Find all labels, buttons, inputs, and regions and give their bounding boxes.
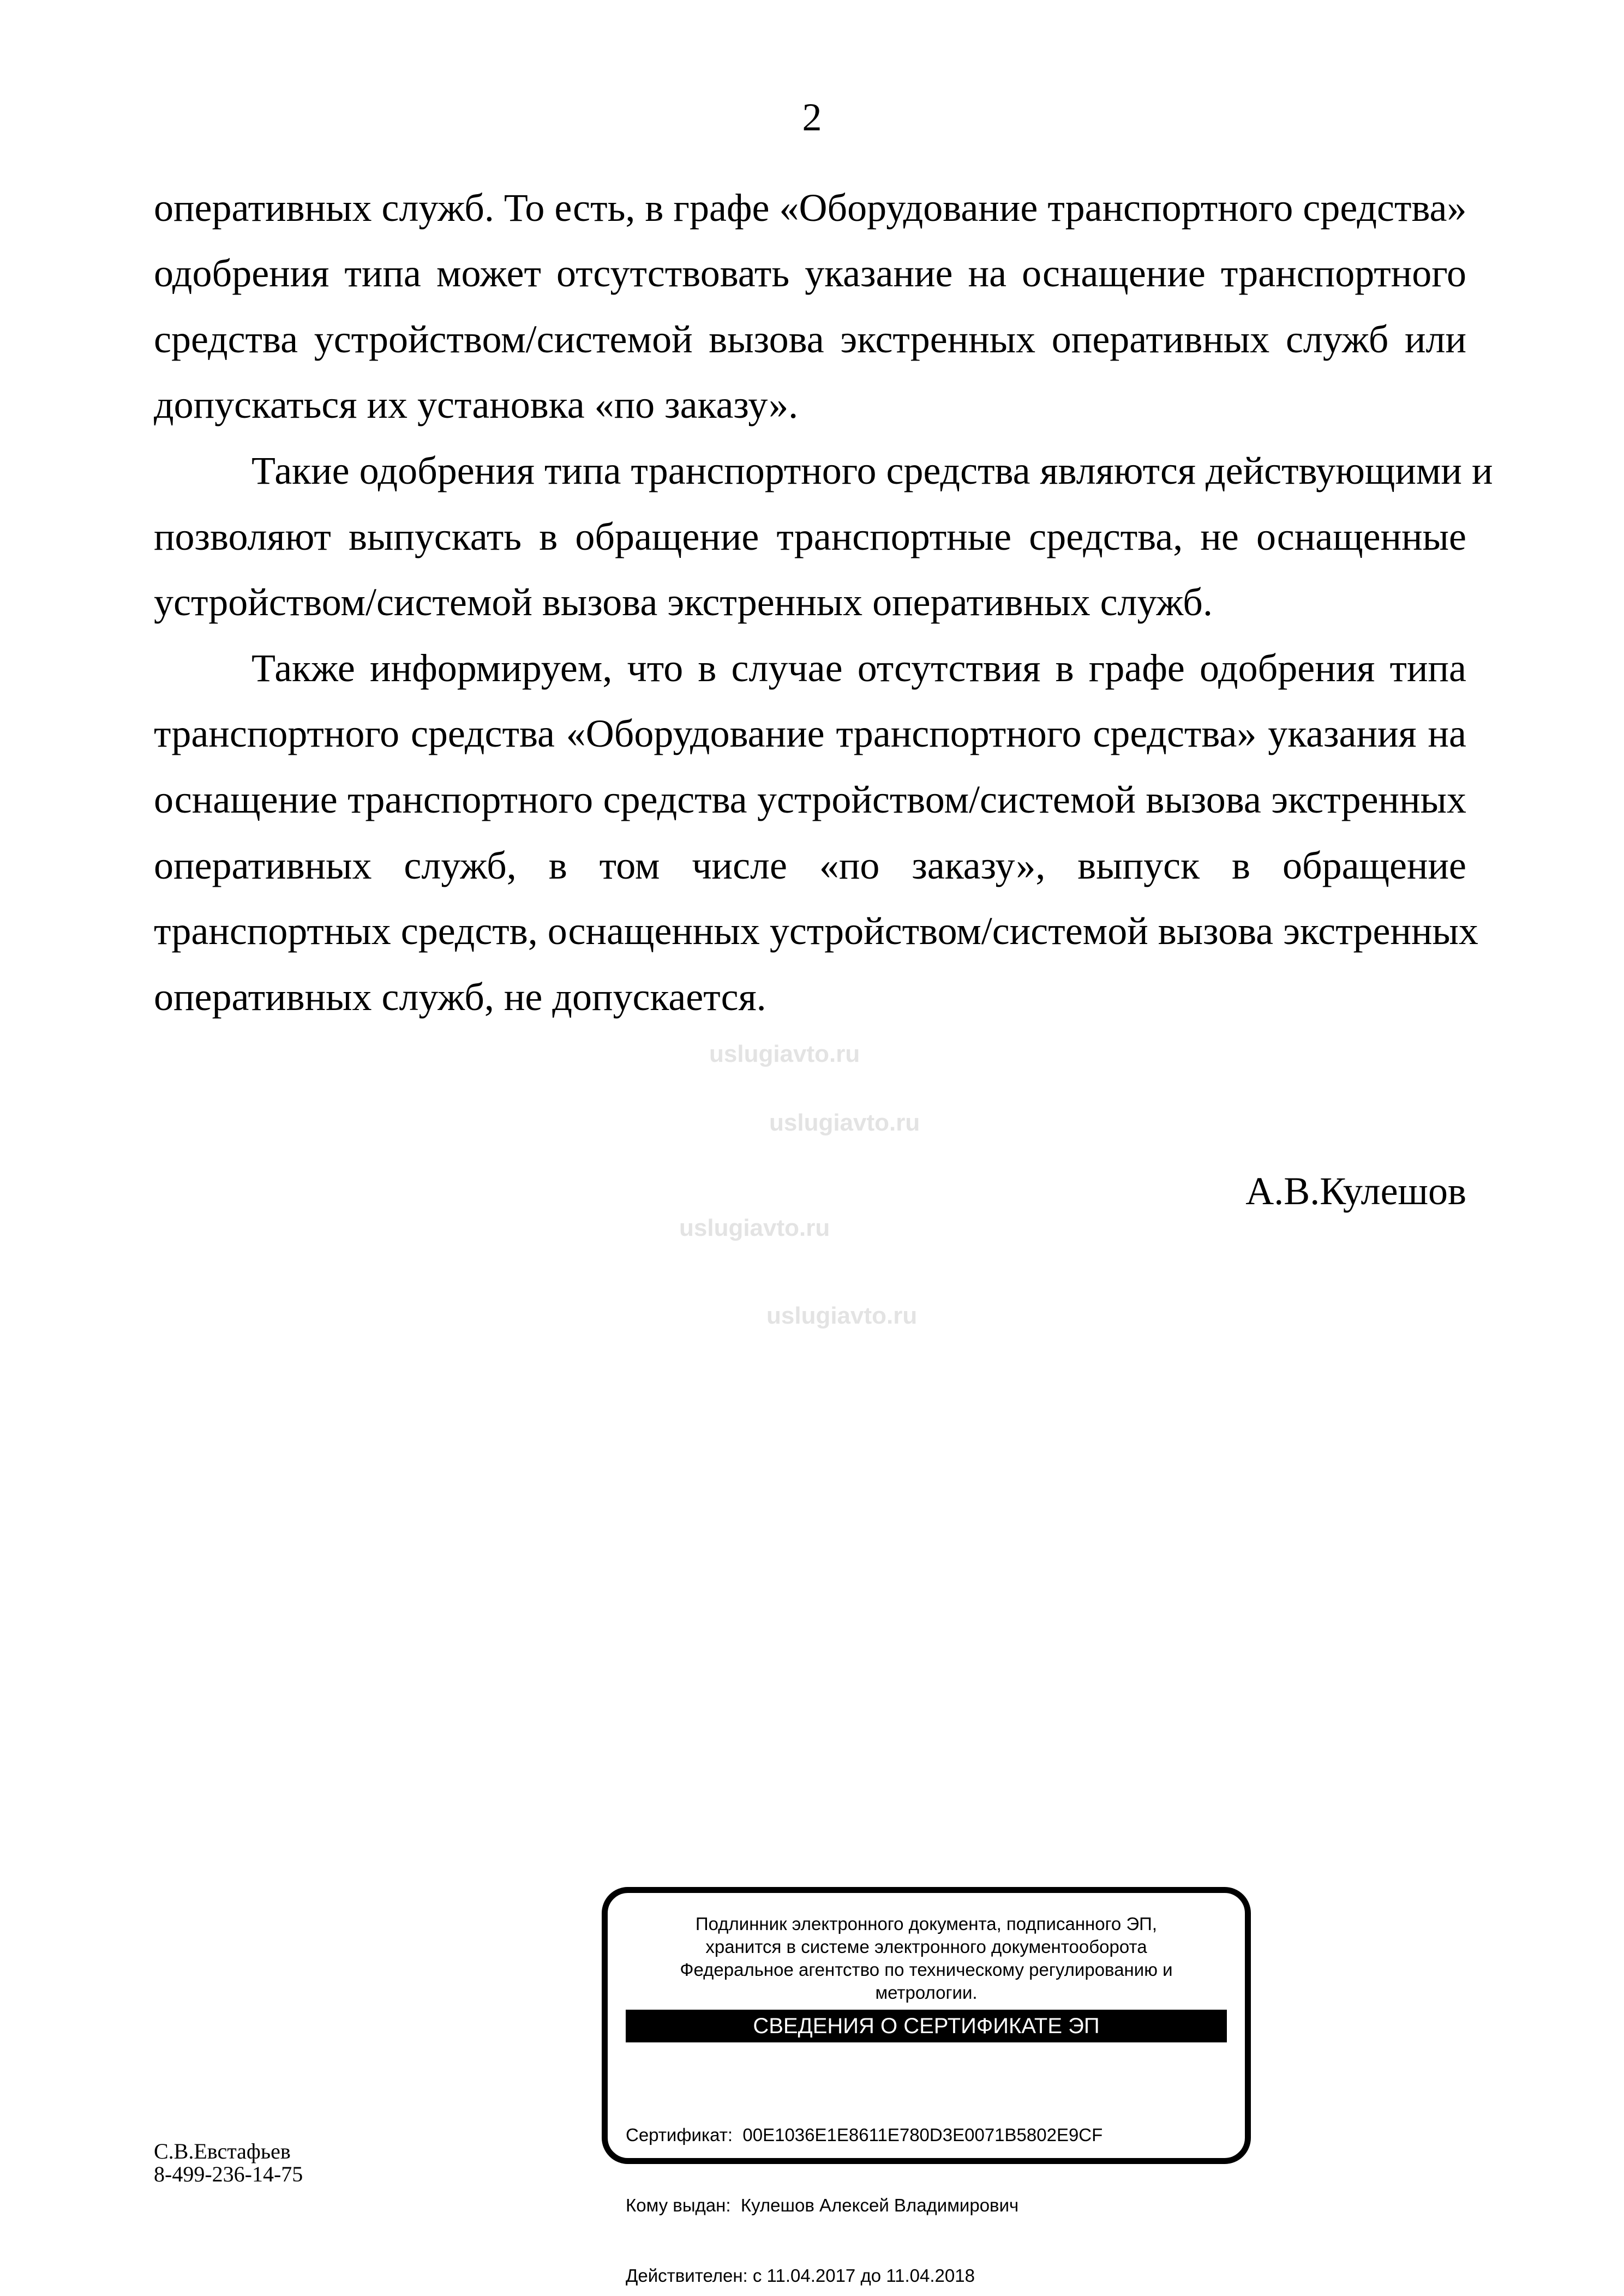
watermark: uslugiavto.ru — [766, 1302, 918, 1329]
stamp-title: СВЕДЕНИЯ О СЕРТИФИКАТЕ ЭП — [626, 2010, 1227, 2042]
paragraph-line: средства устройством/системой вызова экстренных оперативных служб или — [154, 317, 1466, 361]
stamp-header-line: метрологии. — [875, 1982, 978, 2003]
paragraph-line: оперативных служб, не допускается. — [154, 975, 766, 1019]
watermark: uslugiavto.ru — [709, 1041, 860, 1067]
paragraph-line: одобрения типа может отсутствовать указание на оснащение транспортного — [154, 251, 1466, 295]
paragraph-line: Также информируем, что в случае отсутствия в графе одобрения типа — [251, 646, 1466, 690]
paragraph-line: оперативных служб. То есть, в графе «Оборудование транспортного средства» — [154, 186, 1467, 230]
paragraph-line: позволяют выпускать в обращение транспортные средства, не оснащенные — [154, 515, 1466, 558]
paragraph-line: транспортного средства «Оборудование транспортного средства» указания на — [154, 712, 1466, 755]
executor-phone: 8-499-236-14-75 — [154, 2162, 303, 2186]
watermark: uslugiavto.ru — [769, 1109, 920, 1136]
paragraph-line: транспортных средств, оснащенных устройством/системой вызова экстренных — [154, 909, 1478, 953]
watermark: uslugiavto.ru — [679, 1215, 830, 1241]
signatory-name: А.В.Кулешов — [1245, 1169, 1466, 1213]
certificate-label: Сертификат: — [626, 2125, 733, 2145]
issued-to-value: Кулешов Алексей Владимирович — [740, 2195, 1019, 2215]
issued-to-label: Кому выдан: — [626, 2195, 731, 2215]
paragraph-line: оснащение транспортного средства устройством/системой вызова экстренных — [154, 778, 1466, 821]
electronic-signature-stamp — [602, 1887, 1251, 2286]
stamp-header-line: Федеральное агентство по техническому регулированию и — [680, 1960, 1173, 1980]
stamp-certificate-info — [626, 2076, 1102, 2296]
page-number: 2 — [802, 95, 822, 139]
valid-label: Действителен: — [626, 2265, 748, 2286]
certificate-value: 00E1036E1E8611E780D3E0071B5802E9CF — [742, 2125, 1103, 2145]
stamp-header — [608, 1913, 1245, 2004]
paragraph-line: устройством/системой вызова экстренных оперативных служб. — [154, 580, 1213, 624]
executor-name: С.В.Евстафьев — [154, 2139, 291, 2163]
stamp-header-line: Подлинник электронного документа, подписанного ЭП, — [695, 1914, 1158, 1934]
paragraph-line: допускаться их установка «по заказу». — [154, 383, 799, 426]
paragraph-line: Такие одобрения типа транспортного средства являются действующими и — [251, 449, 1493, 492]
executor-info — [154, 2140, 303, 2186]
valid-value: с 11.04.2017 до 11.04.2018 — [752, 2265, 975, 2286]
stamp-header-line: хранится в системе электронного документооборота — [705, 1937, 1147, 1957]
paragraph-line: оперативных служб, в том числе «по заказу», выпуск в обращение — [154, 844, 1466, 887]
